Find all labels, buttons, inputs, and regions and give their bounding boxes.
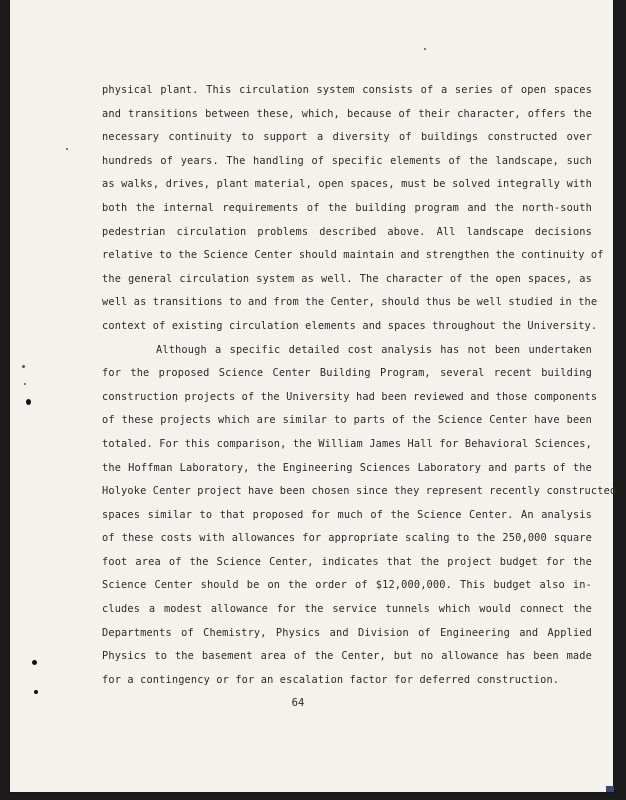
text-line: totaled. For this comparison, the William James Hall for Behavioral Sciences, — [102, 437, 592, 450]
text-line: of these costs with allowances for appropriate scaling to the 250,000 square — [102, 532, 592, 545]
text-line: of these projects which are similar to parts of the Science Center have been — [102, 414, 592, 427]
text-line: well as transitions to and from the Center, should thus be well studied in the — [102, 296, 598, 309]
text-line: spaces similar to that proposed for much of the Science Center. An analysis — [102, 508, 592, 521]
scan-speck — [66, 148, 68, 150]
text-line: Although a specific detailed cost analysis has not been undertaken — [156, 343, 592, 356]
text-line: pedestrian circulation problems described above. All landscape decisions — [102, 225, 592, 238]
text-line: cludes a modest allowance for the service tunnels which would connect the — [102, 603, 592, 616]
text-line: necessary continuity to support a diversity of buildings constructed over — [102, 131, 592, 144]
text-line: and transitions between these, which, because of their character, offers the — [102, 107, 592, 120]
scan-speck — [22, 365, 25, 368]
text-line: the Hoffman Laboratory, the Engineering Sciences Laboratory and parts of the — [102, 461, 592, 474]
text-line: the general circulation system as well. The character of the open spaces, as — [102, 272, 592, 285]
binder-hole-mark — [26, 399, 31, 405]
document-page — [10, 0, 617, 792]
text-line: Holyoke Center project have been chosen since they represent recently constructed — [102, 485, 617, 498]
text-line: Science Center should be on the order of $12,000,000. This budget also in- — [102, 579, 592, 592]
scan-speck — [424, 48, 426, 50]
text-line: foot area of the Science Center, indicates that the project budget for the — [102, 555, 592, 568]
page-number: 64 — [291, 697, 305, 709]
archive-label-tab — [606, 786, 614, 792]
text-line: construction projects of the University had been reviewed and those components — [102, 390, 598, 403]
text-line: context of existing circulation elements and spaces throughout the University. — [102, 319, 598, 332]
binder-hole-mark — [32, 660, 37, 665]
text-line: Physics to the basement area of the Center, but no allowance has been made — [102, 650, 592, 663]
text-line: both the internal requirements of the building program and the north-south — [102, 201, 592, 214]
text-line: hundreds of years. The handling of specific elements of the landscape, such — [102, 154, 592, 167]
scan-speck — [24, 383, 26, 385]
text-line: for a contingency or for an escalation factor for deferred construction. — [102, 673, 560, 686]
text-line: Departments of Chemistry, Physics and Division of Engineering and Applied — [102, 626, 592, 639]
body-text — [102, 79, 617, 692]
text-line: physical plant. This circulation system consists of a series of open spaces — [102, 84, 592, 96]
text-line: as walks, drives, plant material, open spaces, must be solved integrally with — [102, 178, 592, 191]
text-line: relative to the Science Center should maintain and strengthen the continuity of — [102, 249, 604, 262]
text-line: for the proposed Science Center Building Program, several recent building — [102, 367, 592, 380]
binder-hole-mark — [34, 690, 38, 694]
